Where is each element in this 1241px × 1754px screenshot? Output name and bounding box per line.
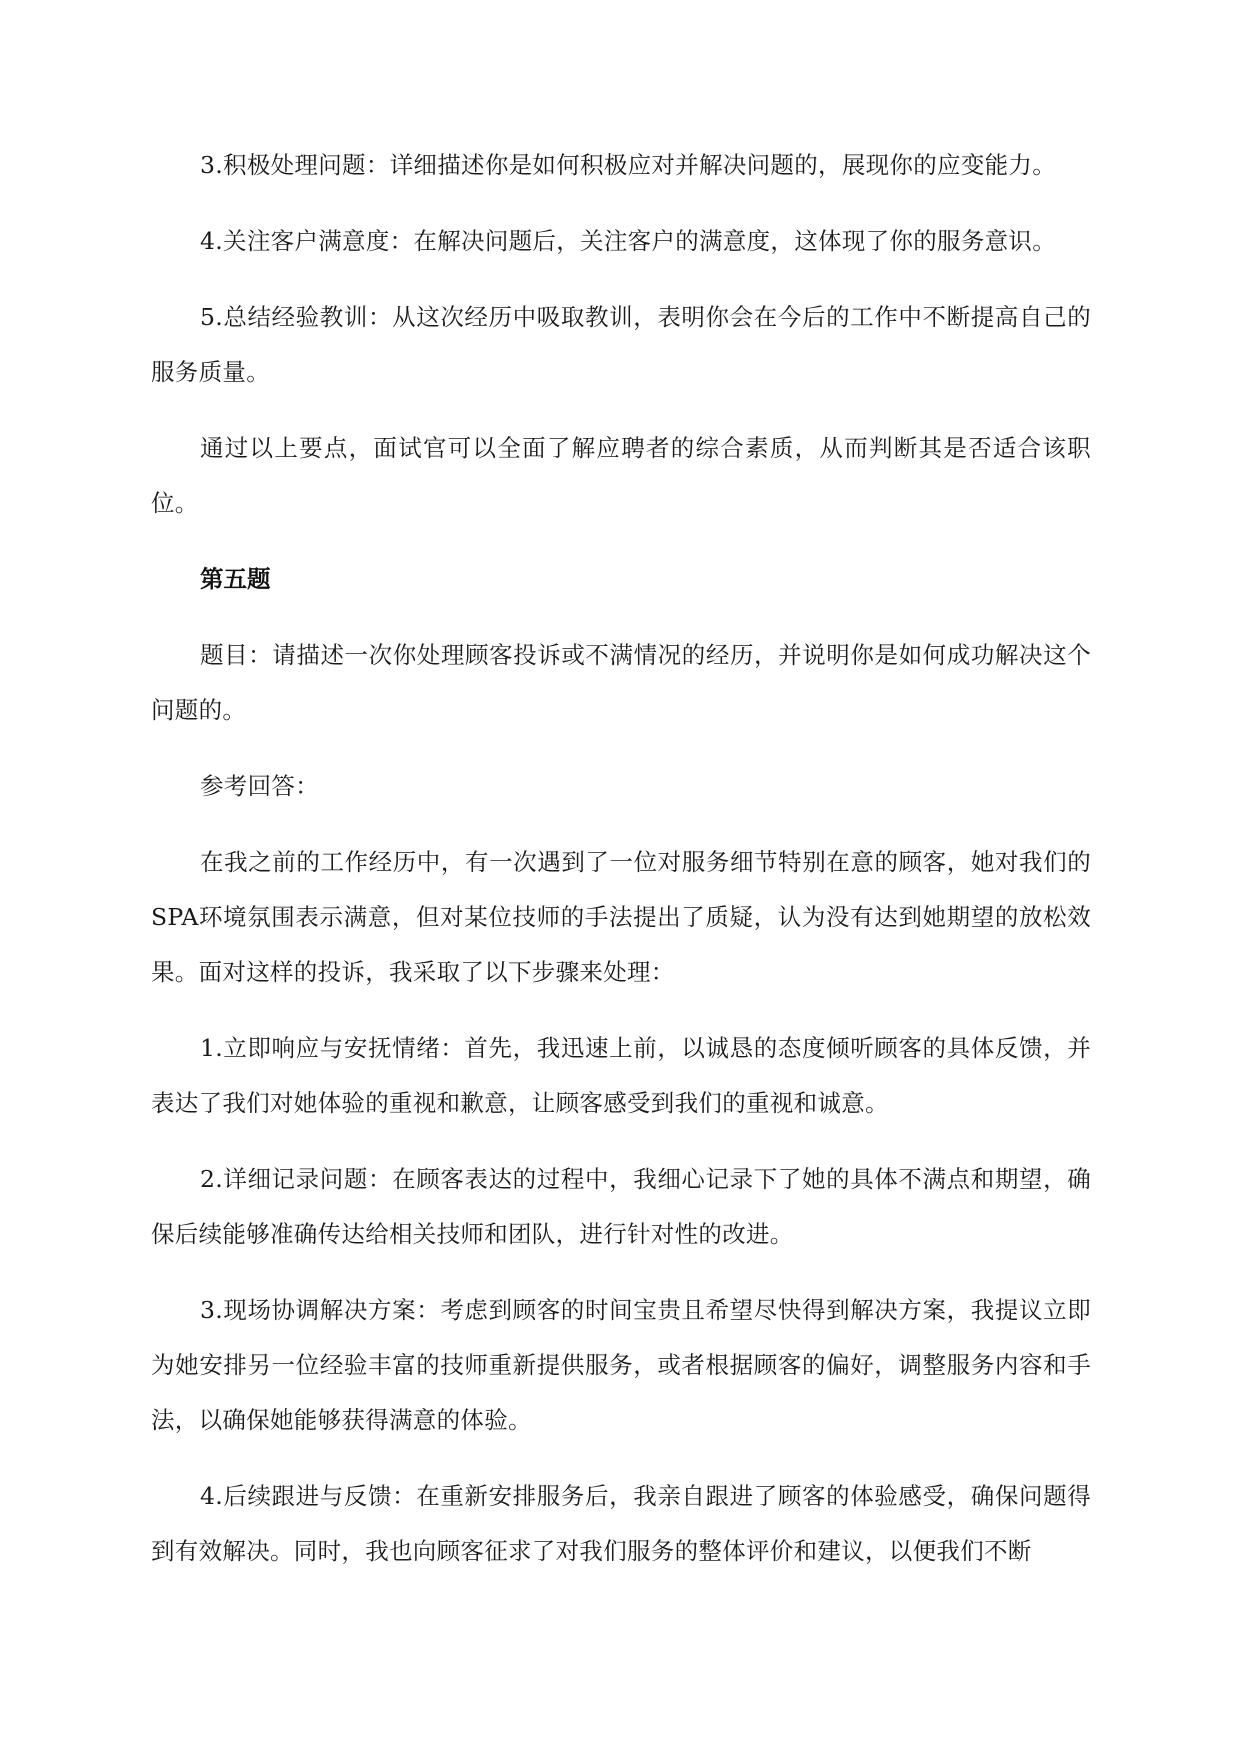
answer-step-4: 4.后续跟进与反馈：在重新安排服务后，我亲自跟进了顾客的体验感受，确保问题得到有效解决。同时，我也向顾客征求了对我们服务的整体评价和建议，以便我们不断 [151, 1482, 1091, 1565]
paragraph-summary: 通过以上要点，面试官可以全面了解应聘者的综合素质，从而判断其是否适合该职位。 [151, 434, 1091, 517]
answer-step-1: 1.立即响应与安抚情绪：首先，我迅速上前，以诚恳的态度倾听顾客的具体反馈，并表达了我们对她体验的重视和歉意，让顾客感受到我们的重视和诚意。 [151, 1034, 1091, 1117]
answer-intro-paragraph: 在我之前的工作经历中，有一次遇到了一位对服务细节特别在意的顾客，她对我们的SPA环境氛围表示满意，但对某位技师的手法提出了质疑，认为没有达到她期望的放松效果。面对这样的投诉，我采取了以下步骤来处理： [151, 848, 1091, 986]
answer-step-3: 3.现场协调解决方案：考虑到顾客的时间宝贵且希望尽快得到解决方案，我提议立即为她安排另一位经验丰富的技师重新提供服务，或者根据顾客的偏好，调整服务内容和手法，以确保她能够获得满意的体验。 [151, 1296, 1091, 1434]
paragraph-point-3: 3.积极处理问题：详细描述你是如何积极应对并解决问题的，展现你的应变能力。 [200, 151, 1057, 179]
answer-label: 参考回答： [200, 772, 319, 800]
paragraph-point-4: 4.关注客户满意度：在解决问题后，关注客户的满意度，这体现了你的服务意识。 [200, 227, 1057, 255]
paragraph-point-5: 5.总结经验教训：从这次经历中吸取教训，表明你会在今后的工作中不断提高自己的服务质量。 [151, 303, 1091, 386]
question-paragraph: 题目：请描述一次你处理顾客投诉或不满情况的经历，并说明你是如何成功解决这个问题的。 [151, 641, 1091, 724]
document-body [151, 138, 1091, 1600]
section-heading: 第五题 [200, 565, 271, 593]
answer-step-2: 2.详细记录问题：在顾客表达的过程中，我细心记录下了她的具体不满点和期望，确保后续能够准确传达给相关技师和团队，进行针对性的改进。 [151, 1165, 1091, 1248]
